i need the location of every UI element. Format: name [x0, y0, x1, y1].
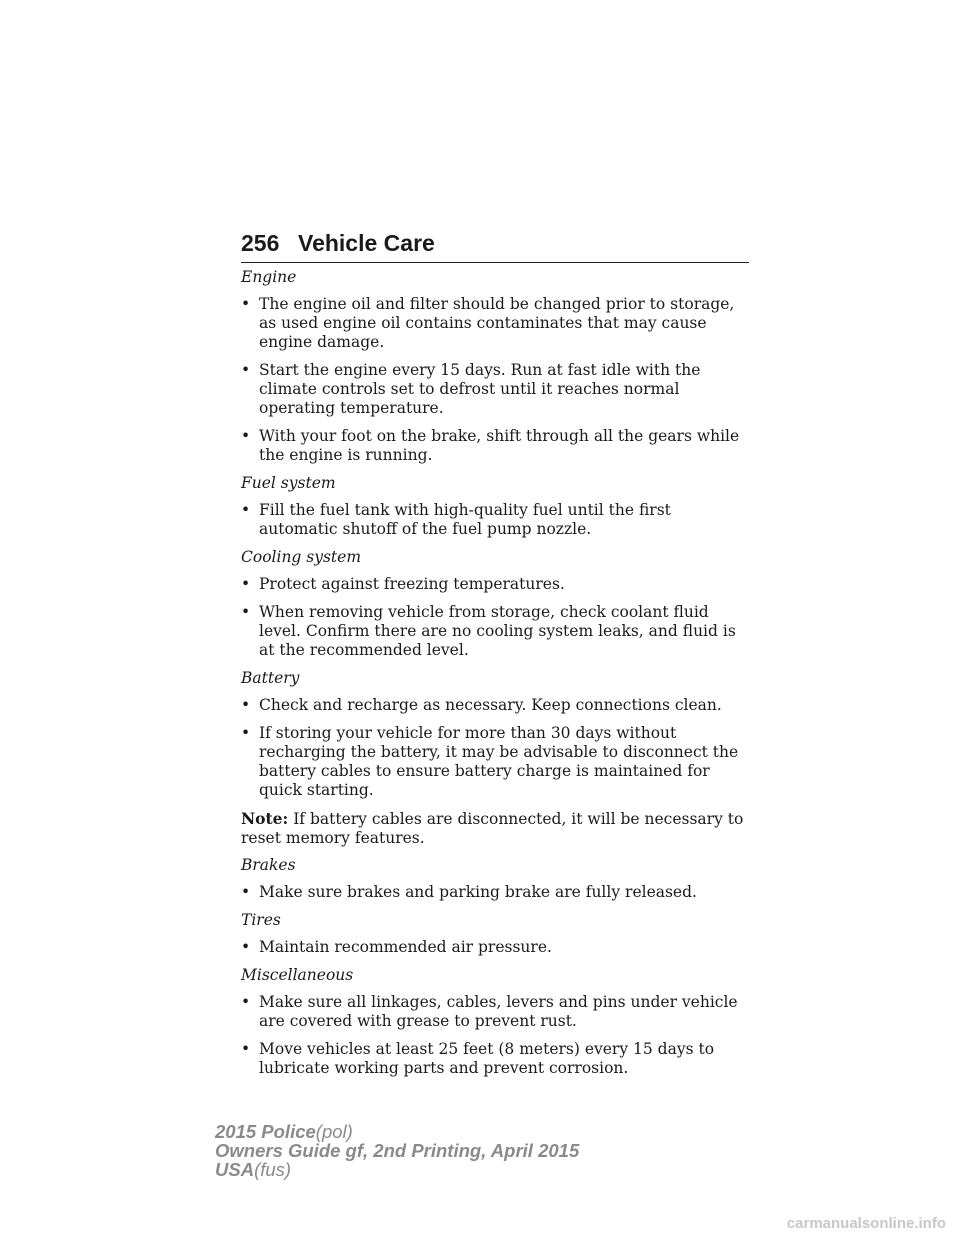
subhead-tires: Tires: [241, 911, 281, 929]
footer-line-1: 2015 Police(pol): [215, 1121, 353, 1142]
note-label: Note:: [241, 809, 289, 828]
list-item: • Start the engine every 15 days. Run at fast idle with the climate controls set to defrost until it reaches normal operating temperature.: [241, 361, 701, 417]
list-item: • Protect against freezing temperatures.: [241, 575, 565, 593]
watermark: carmanualsonline.info: [786, 1215, 946, 1232]
bullet-icon: •: [241, 361, 251, 379]
subhead-engine: Engine: [241, 268, 297, 286]
list-item: • Make sure brakes and parking brake are fully released.: [241, 883, 697, 901]
bullet-icon: •: [241, 427, 251, 445]
list-item: • Make sure all linkages, cables, levers and pins under vehicle are covered with grease to prevent rust.: [241, 993, 738, 1030]
note-text: If battery cables are disconnected, it will be necessary to reset memory features.: [241, 810, 744, 847]
page-header: [241, 228, 749, 263]
list-item: • Fill the fuel tank with high-quality fuel until the first automatic shutoff of the fuel pump nozzle.: [241, 501, 671, 538]
battery-note: [241, 809, 753, 848]
bullet-icon: •: [241, 603, 251, 621]
bullet-icon: •: [241, 938, 251, 956]
list-item: • With your foot on the brake, shift through all the gears while the engine is running.: [241, 427, 740, 464]
bullet-icon: •: [241, 501, 251, 519]
bullet-icon: •: [241, 883, 251, 901]
bullet-icon: •: [241, 1040, 251, 1058]
subhead-miscellaneous: Miscellaneous: [241, 966, 354, 984]
bullet-icon: •: [241, 295, 251, 313]
bullet-icon: •: [241, 724, 251, 742]
page-footer: [215, 1122, 579, 1179]
bullet-icon: •: [241, 696, 251, 714]
list-item: • The engine oil and filter should be changed prior to storage, as used engine oil contains contaminates that may cause engine damage.: [241, 295, 735, 351]
subhead-brakes: Brakes: [241, 856, 296, 874]
list-item: • If storing your vehicle for more than 30 days without recharging the battery, it may be advisable to disconnect the battery cables to ensure battery charge is maintained for quick starting.: [241, 724, 739, 799]
subhead-fuel-system: Fuel system: [241, 474, 336, 492]
subhead-battery: Battery: [241, 669, 300, 687]
list-item: • Maintain recommended air pressure.: [241, 938, 552, 956]
page-number: 256: [241, 230, 280, 256]
page-content: [241, 268, 753, 1087]
bullet-icon: •: [241, 575, 251, 593]
footer-line-3: USA(fus): [215, 1159, 292, 1180]
list-item: • When removing vehicle from storage, check coolant fluid level. Confirm there are no cooling system leaks, and fluid is at the recommended level.: [241, 603, 736, 659]
list-item: • Check and recharge as necessary. Keep connections clean.: [241, 696, 722, 714]
section-title: Vehicle Care: [298, 230, 435, 256]
list-item: • Move vehicles at least 25 feet (8 meters) every 15 days to lubricate working parts and prevent corrosion.: [241, 1040, 715, 1077]
bullet-icon: •: [241, 993, 251, 1011]
footer-line-2: Owners Guide gf, 2nd Printing, April 2015: [215, 1140, 580, 1161]
subhead-cooling-system: Cooling system: [241, 548, 362, 566]
